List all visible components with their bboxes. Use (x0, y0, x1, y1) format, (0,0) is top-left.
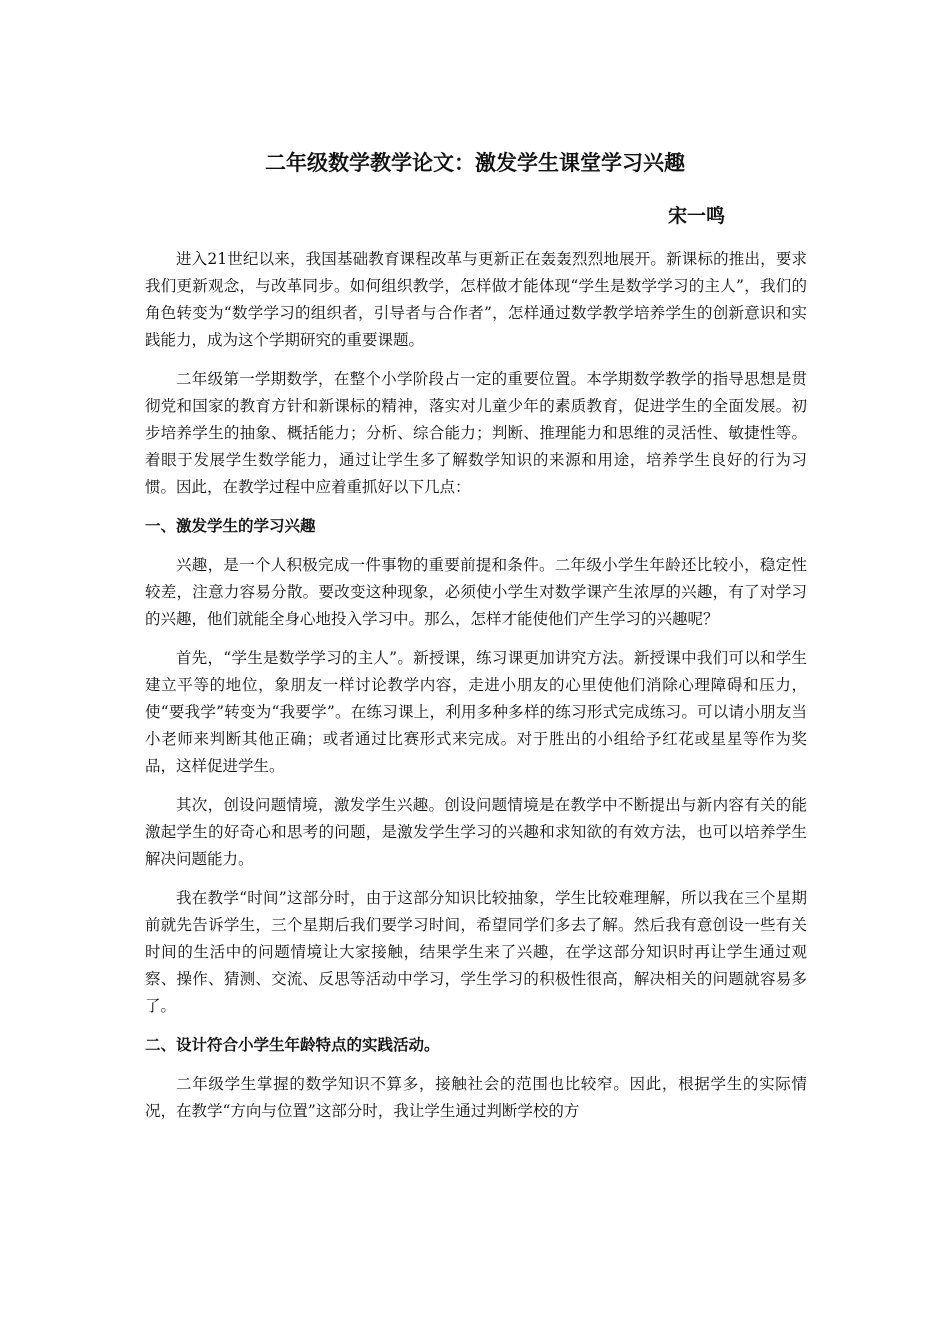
paragraph-interest: 兴趣，是一个人积极完成一件事物的重要前提和条件。二年级小学生年龄还比较小，稳定性较差，注意力容易分散。要改变这种现象，必须使小学生对数学课产生浓厚的兴趣，有了对学习的兴趣，他们就能全身心地投入学习中。那么，怎样才能使他们产生学习的兴趣呢？ (145, 556, 807, 628)
paragraph-semester-guideline: 二年级第一学期数学，在整个小学阶段占一定的重要位置。本学期数学教学的指导思想是贯彻党和国家的教育方针和新课标的精神，落实对儿童少年的素质教育，促进学生的全面发展。初步培养学生的抽象、概括能力；分析、综合能力；判断、推理能力和思维的灵活性、敏捷性等。着眼于发展学生数学能力，通过让学生多了解数学知识的来源和用途，培养学生良好的行为习惯。因此，在教学过程中应着重抓好以下几点： (145, 370, 807, 496)
paragraph-first: 首先，“学生是数学学习的主人”。新授课，练习课更加讲究方法。新授课中我们可以和学生建立平等的地位，象朋友一样讨论教学内容，走进小朋友的心里使他们消除心理障碍和压力，使“要我学”转变为“我要学”。在练习课上，利用多种多样的练习形式完成练习。可以请小朋友当小老师来判断其他正确；或者通过比赛形式来完成。对于胜出的小组给予红花或星星等作为奖品，这样促进学生。 (145, 649, 807, 775)
section-heading-2: 二、设计符合小学生年龄特点的实践活动。 (145, 1036, 440, 1054)
document-title: 二年级数学教学论文：激发学生课堂学习兴趣 (265, 151, 685, 175)
paragraph-practice: 二年级学生掌握的数学知识不算多，接触社会的范围也比较窄。因此，根据学生的实际情况，在教学“方向与位置”这部分时，我让学生通过判断学校的方 (145, 1075, 807, 1120)
paragraph-intro: 进入21世纪以来，我国基础教育课程改革与更新正在轰轰烈烈地展开。新课标的推出，要求我们更新观念，与改革同步。如何组织教学，怎样做才能体现“学生是数学学习的主人”，我们的角色转变为“数学学习的组织者，引导者与合作者”，怎样通过数学教学培养学生的创新意识和实践能力，成为这个学期研究的重要课题。 (145, 250, 807, 349)
paragraph-time-example: 我在教学“时间”这部分时，由于这部分知识比较抽象，学生比较难理解，所以我在三个星期前就先告诉学生，三个星期后我们要学习时间，希望同学们多去了解。然后我有意创设一些有关时间的生活中的问题情境让大家接触，结果学生来了兴趣，在学这部分知识时再让学生通过观察、操作、猜测、交流、反思等活动中学习，学生学习的积极性很高，解决相关的问题就容易多了。 (145, 889, 807, 1015)
paragraph-second: 其次，创设问题情境，激发学生兴趣。创设问题情境是在教学中不断提出与新内容有关的能激起学生的好奇心和思考的问题，是激发学生学习的兴趣和求知欲的有效方法，也可以培养学生解决问题能力。 (145, 796, 807, 868)
section-heading-1: 一、激发学生的学习兴趣 (145, 517, 316, 535)
document-body (145, 246, 807, 1137)
author-name: 宋一鸣 (668, 205, 726, 227)
